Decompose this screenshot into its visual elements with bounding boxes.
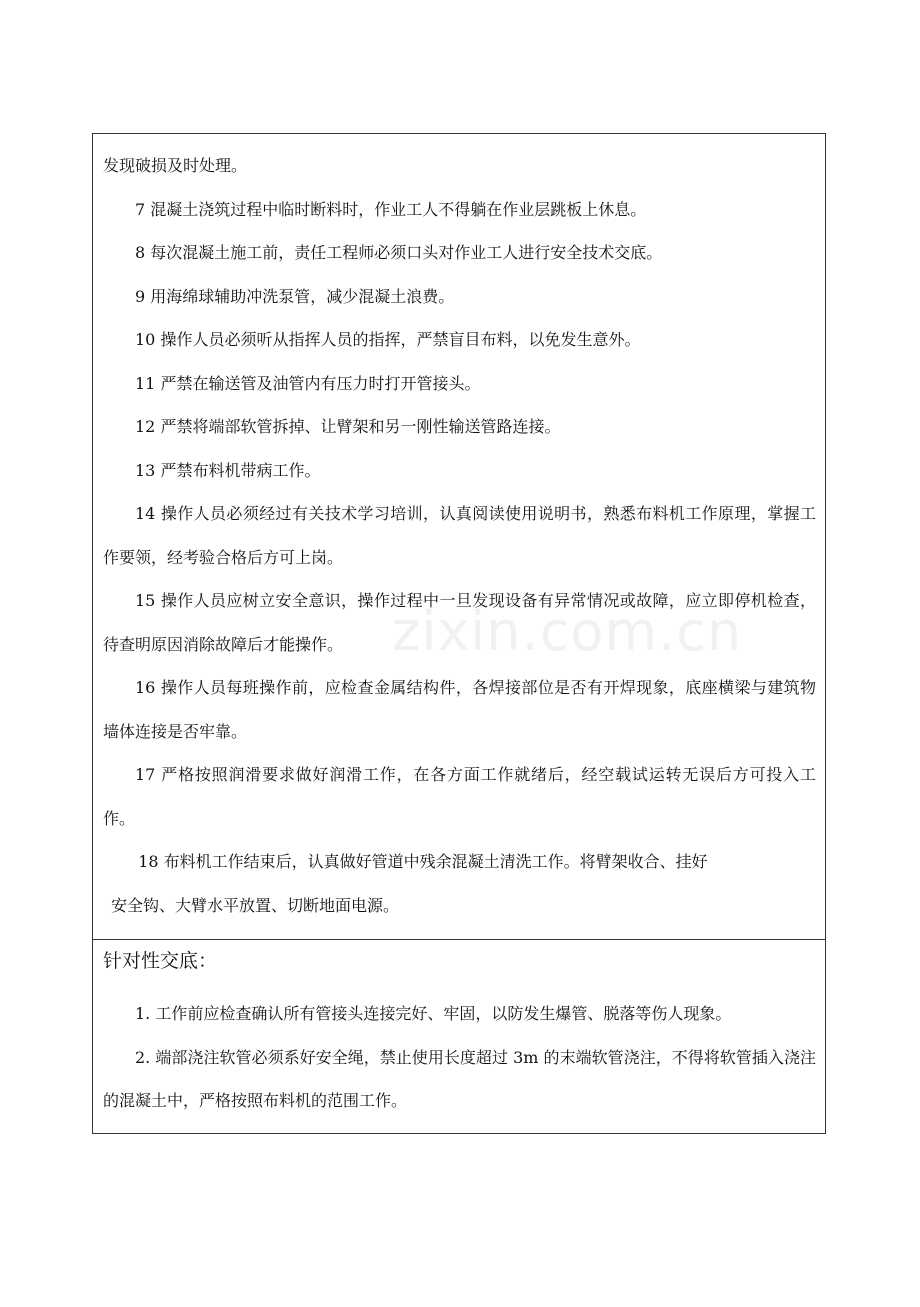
targeted-item-1: 1. 工作前应检查确认所有管接头连接完好、牢固，以防发生爆管、脱落等伤人现象。 bbox=[135, 1004, 732, 1023]
rule-item-18-line2: 安全钩、大臂水平放置、切断地面电源。 bbox=[111, 895, 400, 915]
rule-continuation: 发现破损及时处理。 bbox=[103, 156, 248, 175]
disclosure-table bbox=[92, 133, 826, 1134]
targeted-disclosure-title: 针对性交底： bbox=[103, 950, 218, 972]
rule-item-15: 15 操作人员应树立安全意识，操作过程中一旦发现设备有异常情况或故障，应立即停机检查，待查明原因消除故障后才能操作。 bbox=[103, 591, 816, 654]
rule-item-10: 10 操作人员必须听从指挥人员的指挥，严禁盲目布料，以免发生意外。 bbox=[135, 330, 641, 349]
rule-item-13: 13 严禁布料机带病工作。 bbox=[135, 460, 321, 480]
rule-item-11: 11 严禁在输送管及油管内有压力时打开管接头。 bbox=[135, 373, 481, 393]
rule-item-9: 9 用海绵球辅助冲洗泵管，减少混凝土浪费。 bbox=[135, 286, 455, 306]
rule-item-8: 8 每次混凝土施工前，责任工程师必须口头对作业工人进行安全技术交底。 bbox=[135, 243, 663, 262]
rule-item-17: 17 严格按照润滑要求做好润滑工作，在各方面工作就绪后，经空载试运转无误后方可投入工作。 bbox=[103, 765, 816, 828]
rule-item-7: 7 混凝土浇筑过程中临时断料时，作业工人不得躺在作业层跳板上休息。 bbox=[135, 199, 647, 219]
safety-rules-cell bbox=[93, 134, 825, 940]
rule-item-14: 14 操作人员必须经过有关技术学习培训，认真阅读使用说明书，熟悉布料机工作原理，掌握工作要领，经考验合格后方可上岗。 bbox=[103, 504, 816, 567]
targeted-disclosure-cell bbox=[93, 940, 825, 1133]
rule-item-16: 16 操作人员每班操作前，应检查金属结构件，各焊接部位是否有开焊现象，底座横梁与建筑物墙体连接是否牢靠。 bbox=[103, 678, 816, 741]
targeted-item-2: 2. 端部浇注软管必须系好安全绳，禁止使用长度超过 3m 的末端软管浇注，不得将软管插入浇注的混凝土中，严格按照布料机的范围工作。 bbox=[103, 1047, 816, 1110]
rule-item-12: 12 严禁将端部软管拆掉、让臂架和另一刚性输送管路连接。 bbox=[135, 417, 561, 436]
watermark: zixin.com.cn bbox=[392, 600, 743, 663]
rule-item-18-line1: 18 布料机工作结束后，认真做好管道中残余混凝土清洗工作。将臂架收合、挂好 bbox=[138, 852, 708, 871]
